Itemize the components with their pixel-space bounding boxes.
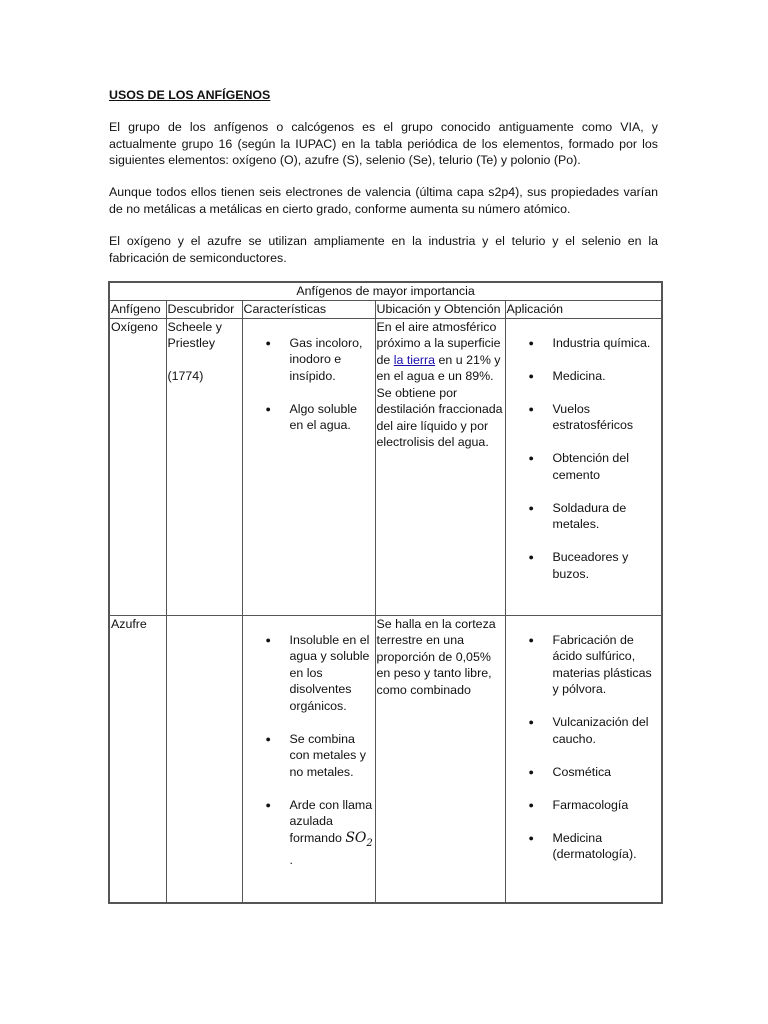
list-item: ● Insoluble en el agua y soluble en los disolventes orgánicos. xyxy=(265,632,370,713)
la-tierra-link[interactable]: la tierra xyxy=(393,352,436,367)
bullet-icon: ● xyxy=(528,370,534,381)
list-item: ● Vulcanización del caucho. xyxy=(528,715,649,746)
applications-list xyxy=(507,335,661,583)
table-caption: Anfígenos de mayor importancia xyxy=(109,282,662,301)
bullet-icon: ● xyxy=(528,552,534,562)
header-descubridor: Descubridor xyxy=(166,301,242,319)
bullet-icon: ● xyxy=(265,337,271,348)
characteristics-list xyxy=(244,335,374,434)
table-row-oxigeno xyxy=(109,318,662,615)
table-caption-row xyxy=(109,282,662,301)
list-item: ● Cosmética xyxy=(528,764,612,779)
header-caracteristicas: Características xyxy=(242,301,375,319)
bullet-icon: ● xyxy=(528,832,534,843)
list-item: ● Medicina (dermatología). xyxy=(528,830,637,861)
paragraph-valence: Aunque todos ellos tienen seis electrones de valencia (última capa s2p4), sus propiedades varían de no metálicas a metálicas en cierto grado, conforme aumenta su número atómico. xyxy=(109,185,658,216)
header-aplicacion: Aplicación xyxy=(505,301,662,319)
cell-element: Oxígeno xyxy=(109,318,166,615)
anfigenos-table xyxy=(108,281,663,904)
bullet-icon: ● xyxy=(528,799,534,810)
cell-element: Azufre xyxy=(109,615,166,903)
bullet-icon: ● xyxy=(265,733,271,744)
list-item: ● Industria química. xyxy=(528,335,651,350)
bullet-icon: ● xyxy=(528,453,534,463)
bullet-icon: ● xyxy=(265,403,271,414)
cell-applications xyxy=(505,615,662,903)
paragraph-uses: El oxígeno y el azufre se utilizan ampliamente en la industria y el telurio y el selenio en la fabricación de semiconductores. xyxy=(109,234,658,265)
list-item: ● Medicina. xyxy=(528,368,606,383)
cell-discoverer xyxy=(166,615,242,903)
list-item: ● Buceadores y buzos. xyxy=(528,550,629,581)
list-item: ● Farmacología xyxy=(528,797,629,812)
cell-applications xyxy=(505,318,662,615)
bullet-icon: ● xyxy=(265,634,271,645)
bullet-icon: ● xyxy=(528,502,534,513)
bullet-icon: ● xyxy=(265,799,271,810)
header-anfigeno: Anfígeno xyxy=(109,301,166,319)
document-title: USOS DE LOS ANFÍGENOS xyxy=(109,88,271,102)
cell-location: Se halla en la corteza terrestre en una proporción de 0,05% en peso y tanto libre, como combinado xyxy=(375,615,505,903)
header-ubicacion: Ubicación y Obtención xyxy=(375,301,505,319)
characteristics-list xyxy=(244,632,374,869)
cell-discoverer xyxy=(166,318,242,615)
bullet-icon: ● xyxy=(528,634,534,645)
list-item: ● Obtención del cemento xyxy=(528,451,629,482)
list-item: ● Arde con llama azulada formando $SO_2$ . xyxy=(265,797,373,867)
bullet-icon: ● xyxy=(528,337,534,348)
list-item: ● Se combina con metales y no metales. xyxy=(265,731,366,779)
list-item: ● Vuelos estratosféricos xyxy=(528,401,634,432)
list-item: ● Soldadura de metales. xyxy=(528,500,627,531)
list-item: ● Fabricación de ácido sulfúrico, materias plásticas y pólvora. xyxy=(528,632,652,696)
list-item: ● Gas incoloro, inodoro e insípido. xyxy=(265,335,363,383)
bullet-icon: ● xyxy=(528,717,534,727)
applications-list xyxy=(507,632,661,863)
table-row-azufre xyxy=(109,615,662,903)
bullet-icon: ● xyxy=(528,403,534,414)
discoverer-name: Scheele y Priestley xyxy=(167,319,222,350)
cell-location: En el aire atmosférico próximo a la superficie de la tierra en u 21% y en el agua e un 89%. Se obtiene por destilación fraccionada del aire líquido y por electrolisis del agua. xyxy=(375,318,505,615)
cell-characteristics xyxy=(242,318,375,615)
table-header-row xyxy=(109,301,662,319)
so2-formula: $SO_2$ xyxy=(345,829,373,849)
cell-characteristics xyxy=(242,615,375,903)
paragraph-intro: El grupo de los anfígenos o calcógenos es el grupo conocido antiguamente como VIA, y actualmente grupo 16 (según la IUPAC) en la tabla periódica de los elementos, formado por los siguientes elementos: oxígeno (O), azufre (S), selenio (Se), telurio (Te) y polonio (Po). xyxy=(109,120,658,167)
discovery-year: (1774) xyxy=(167,369,204,383)
bullet-icon: ● xyxy=(528,766,534,777)
list-item: ● Algo soluble en el agua. xyxy=(265,401,358,432)
